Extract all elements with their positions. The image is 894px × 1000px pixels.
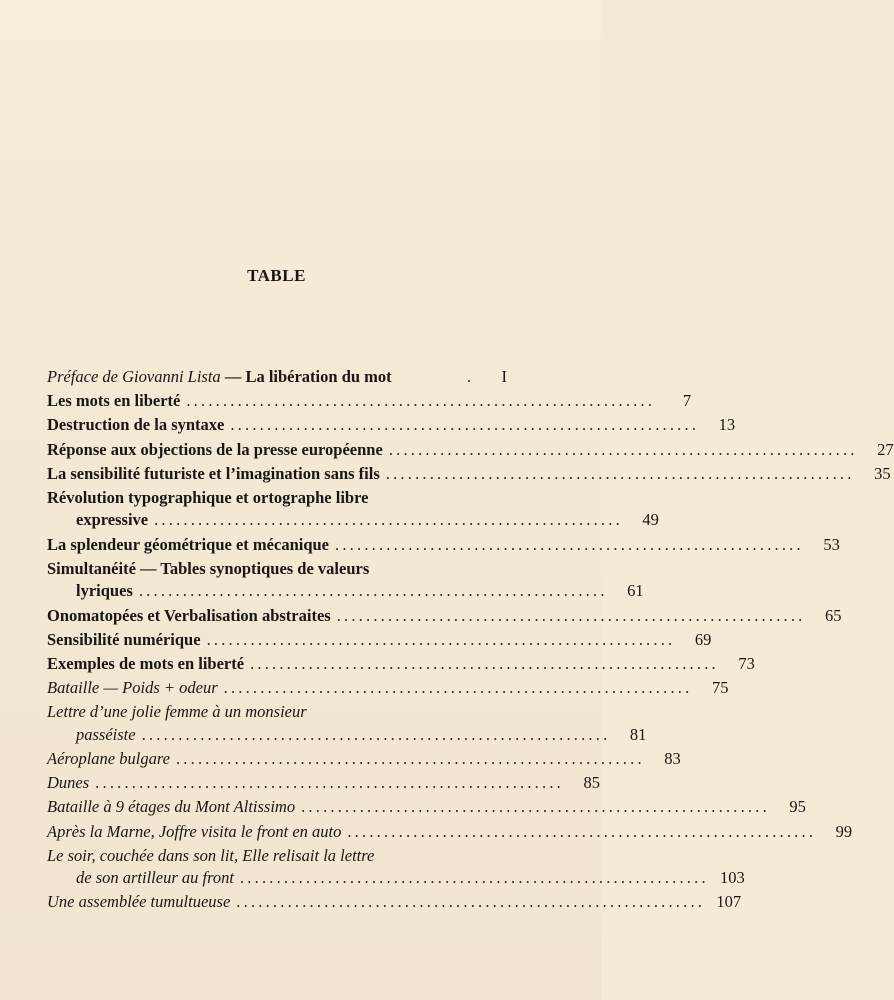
dot-leader: ................................................................ bbox=[230, 415, 700, 435]
dot-leader: ................................................................ bbox=[388, 439, 858, 459]
toc-title-part: Révolution typographique et ortographe libre bbox=[47, 487, 369, 507]
toc-title-part: Préface de Giovanni Lista bbox=[47, 367, 221, 386]
toc-title-part: La splendeur géométrique et mécanique bbox=[47, 534, 330, 554]
toc-page-number: 73 bbox=[738, 653, 755, 673]
toc-line bbox=[47, 891, 742, 914]
toc-entry bbox=[47, 487, 659, 532]
toc-title-part: La sensibilité futuriste et l’imagination sans fils bbox=[47, 463, 380, 483]
toc-line-continuation bbox=[47, 724, 647, 747]
toc-page-number: 61 bbox=[627, 581, 644, 601]
toc-entry bbox=[47, 366, 507, 389]
toc-page-number: 69 bbox=[694, 629, 712, 649]
toc-line bbox=[47, 605, 842, 628]
toc-title bbox=[47, 414, 224, 437]
toc-title-continuation: de son artilleur au front bbox=[76, 868, 234, 888]
toc-line bbox=[47, 366, 507, 389]
toc-line bbox=[47, 772, 600, 795]
toc-title-part: Après la Marne, Joffre visita le front en auto bbox=[47, 821, 342, 841]
toc-entry bbox=[47, 845, 745, 890]
toc-entry bbox=[47, 748, 681, 771]
dot-leader: ................................................................ bbox=[141, 724, 611, 744]
toc-entry bbox=[47, 390, 692, 413]
toc-line-continuation bbox=[47, 867, 745, 890]
dot-leader: ................................................................ bbox=[239, 868, 709, 888]
toc-title bbox=[47, 487, 368, 510]
toc-title-part: Lettre d’une jolie femme à un monsieur bbox=[47, 702, 307, 722]
toc-title bbox=[47, 366, 392, 389]
toc-title-part: Dunes bbox=[47, 773, 90, 793]
toc-page-number: 99 bbox=[835, 821, 853, 841]
toc-line bbox=[47, 414, 736, 437]
toc-line bbox=[47, 796, 806, 819]
dot-leader: ................................................................ bbox=[154, 510, 623, 530]
toc-title bbox=[47, 821, 341, 844]
toc-title-part: Bataille à 9 étages du Mont Altissimo bbox=[47, 797, 296, 817]
dot-leader: ................................................................ bbox=[206, 629, 676, 649]
toc-title bbox=[47, 629, 201, 652]
toc-page-number: 49 bbox=[642, 510, 659, 530]
toc-page-number: 103 bbox=[720, 868, 745, 888]
table-of-contents bbox=[47, 366, 894, 916]
toc-line bbox=[47, 390, 692, 413]
toc-title bbox=[47, 772, 89, 795]
toc-title bbox=[47, 605, 331, 628]
toc-title-part: Onomatopées et Verbalisation abstraites bbox=[47, 605, 331, 625]
dot-leader: ................................................................ bbox=[301, 797, 770, 817]
toc-page-number: 65 bbox=[825, 605, 842, 625]
toc-entry bbox=[47, 796, 806, 819]
toc-page-number: 95 bbox=[789, 797, 806, 817]
toc-title-part: Destruction de la syntaxe bbox=[47, 415, 225, 435]
toc-title bbox=[47, 439, 383, 462]
toc-page-number: 75 bbox=[711, 678, 729, 698]
toc-entry bbox=[47, 463, 891, 486]
dot-leader: ................................................................ bbox=[385, 463, 855, 483]
toc-title-part: Sensibilité numérique bbox=[47, 629, 201, 649]
dot-leader: ................................................................ bbox=[336, 605, 806, 625]
toc-title-part: Simultanéité — Tables synoptiques de valeurs bbox=[47, 558, 370, 578]
dot-leader: ................................................................ bbox=[347, 821, 817, 841]
toc-page-number: 7 bbox=[682, 391, 692, 411]
toc-entry bbox=[47, 534, 840, 557]
toc-entry bbox=[47, 629, 712, 652]
toc-line bbox=[47, 677, 729, 700]
toc-line bbox=[47, 629, 712, 652]
toc-entry bbox=[47, 558, 644, 603]
toc-line bbox=[47, 748, 681, 771]
toc-line-continuation bbox=[47, 580, 644, 603]
toc-title-part: — La libération du mot bbox=[220, 367, 392, 386]
toc-title bbox=[47, 796, 295, 819]
toc-line bbox=[47, 439, 894, 462]
dot-leader: ................................................................ bbox=[138, 581, 608, 601]
dot-leader: ................................................................ bbox=[236, 892, 706, 912]
toc-title bbox=[47, 677, 218, 700]
toc-line bbox=[47, 845, 507, 868]
dot-leader: ................................................................ bbox=[335, 534, 804, 554]
toc-entry bbox=[47, 821, 853, 844]
toc-entry bbox=[47, 439, 894, 462]
toc-entry bbox=[47, 891, 742, 914]
toc-page-number: I bbox=[501, 367, 507, 386]
toc-title-part: Bataille — Poids + odeur bbox=[47, 678, 218, 698]
toc-line bbox=[47, 558, 507, 581]
toc-title-part: Aéroplane bulgare bbox=[47, 748, 170, 768]
toc-title bbox=[47, 534, 329, 557]
toc-entry bbox=[47, 605, 842, 628]
page-title: TABLE bbox=[247, 266, 306, 285]
toc-entry bbox=[47, 414, 736, 437]
toc-title-part: Exemples de mots en liberté bbox=[47, 653, 245, 673]
toc-line bbox=[47, 701, 507, 724]
toc-line-continuation bbox=[47, 509, 659, 532]
toc-title-part: Les mots en liberté bbox=[47, 391, 181, 411]
toc-line bbox=[47, 534, 840, 557]
toc-title-continuation: passéiste bbox=[76, 724, 136, 744]
toc-entry bbox=[47, 701, 647, 746]
dot-leader: ................................................................ bbox=[223, 678, 693, 698]
toc-page-number: 35 bbox=[874, 463, 891, 483]
toc-page-number: 107 bbox=[716, 892, 742, 912]
toc-title bbox=[47, 748, 170, 771]
toc-title bbox=[47, 701, 307, 724]
toc-title-continuation: expressive bbox=[76, 510, 149, 530]
toc-page-number: 85 bbox=[583, 773, 600, 793]
toc-title bbox=[47, 891, 230, 914]
toc-title bbox=[47, 463, 380, 486]
dot-leader: ................................................................ bbox=[250, 653, 719, 673]
toc-title-part: Une assemblée tumultueuse bbox=[47, 892, 231, 912]
toc-line bbox=[47, 463, 891, 486]
dot-leader: ................................................................ bbox=[186, 391, 656, 411]
toc-title bbox=[47, 390, 180, 413]
toc-entry bbox=[47, 677, 729, 700]
toc-page-number: 53 bbox=[823, 534, 840, 554]
toc-title-part: Le soir, couchée dans son lit, Elle relisait la lettre bbox=[47, 845, 375, 865]
toc-line bbox=[47, 821, 853, 844]
dot-leader: ................................................................ bbox=[95, 773, 564, 793]
toc-line bbox=[47, 487, 507, 510]
dot-leader: . bbox=[466, 367, 471, 386]
toc-title-part: Réponse aux objections de la presse européenne bbox=[47, 439, 383, 459]
toc-page-number: 27 bbox=[877, 439, 894, 459]
toc-entry bbox=[47, 772, 600, 795]
toc-title bbox=[47, 653, 244, 676]
toc-page-number: 83 bbox=[664, 748, 681, 768]
toc-page-number: 81 bbox=[629, 724, 647, 744]
dot-leader: ................................................................ bbox=[175, 748, 645, 768]
toc-entry bbox=[47, 653, 755, 676]
toc-page-number: 13 bbox=[718, 415, 736, 435]
toc-line bbox=[47, 653, 755, 676]
toc-title bbox=[47, 845, 374, 868]
toc-title bbox=[47, 558, 369, 581]
toc-title-continuation: lyriques bbox=[76, 581, 133, 601]
